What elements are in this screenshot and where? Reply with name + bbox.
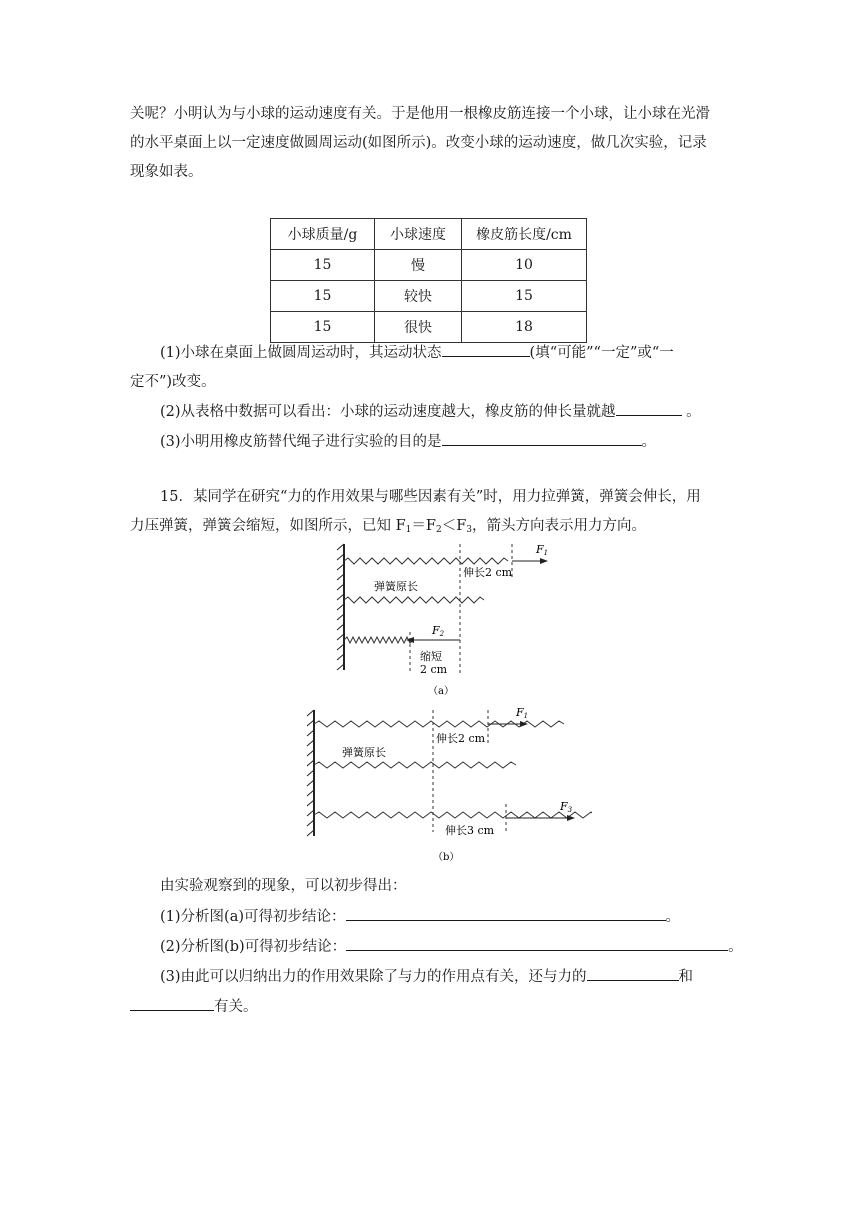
stretch-label-top: 伸长2 cm bbox=[436, 732, 486, 745]
table-cell: 慢 bbox=[375, 250, 462, 281]
compress-amount-label: 2 cm bbox=[420, 663, 448, 676]
conclusions-intro: 由实验观察到的现象，可以初步得出： bbox=[160, 878, 407, 894]
table-cell: 15 bbox=[271, 281, 375, 312]
table-header-row bbox=[271, 219, 587, 250]
conclusion-3: (3)由此可以归纳出力的作用效果除了与力的作用点有关，还与力的 和 bbox=[160, 966, 693, 987]
original-length-label: 弹簧原长 bbox=[342, 746, 386, 759]
spring-compressed bbox=[344, 637, 413, 643]
arrowhead-icon bbox=[540, 558, 548, 564]
figure-b bbox=[302, 700, 592, 868]
q14-part-2: (2)从表格中数据可以看出：小球的运动速度越大，橡皮筋的伸长量就越 。 bbox=[160, 401, 701, 422]
table-cell: 15 bbox=[462, 281, 587, 312]
force-label-f2: F2 bbox=[432, 624, 445, 638]
q14-part-1-cont: 定不”)改变。 bbox=[130, 374, 216, 390]
stretch-label-bottom: 伸长3 cm bbox=[445, 824, 495, 837]
force-label-f1: F1 bbox=[536, 543, 549, 557]
answer-blank[interactable] bbox=[616, 401, 682, 416]
figure-a bbox=[330, 536, 570, 701]
compress-label: 缩短 bbox=[420, 650, 442, 663]
answer-blank[interactable] bbox=[346, 906, 666, 921]
answer-blank[interactable] bbox=[130, 996, 214, 1011]
q15-line-2: 力压弹簧，弹簧会缩短，如图所示，已知 $F_1=F_2<F_3$，箭头方向表示用力方向。 bbox=[130, 518, 646, 535]
answer-blank[interactable] bbox=[442, 431, 642, 446]
table-cell: 15 bbox=[271, 312, 375, 343]
q14-part-3: (3)小明用橡皮筋替代绳子进行实验的目的是 。 bbox=[160, 431, 656, 452]
arrowhead-icon bbox=[520, 721, 528, 727]
intro-line-3: 现象如表。 bbox=[130, 164, 203, 180]
answer-blank[interactable] bbox=[346, 936, 728, 951]
table-row bbox=[271, 281, 587, 312]
table-cell: 较快 bbox=[375, 281, 462, 312]
spring-original bbox=[314, 762, 516, 768]
table-cell: 10 bbox=[462, 250, 587, 281]
q15-line-1: 15．某同学在研究“力的作用效果与哪些因素有关”时，用力拉弹簧，弹簧会伸长，用 bbox=[160, 489, 701, 505]
wall-hatching bbox=[307, 710, 314, 836]
spring-original bbox=[344, 597, 484, 603]
conclusion-3-cont: 有关。 bbox=[130, 996, 258, 1017]
force-label-f1: F1 bbox=[516, 706, 529, 720]
experiment-table bbox=[270, 218, 587, 343]
answer-blank[interactable] bbox=[442, 342, 530, 357]
arrowhead-icon bbox=[567, 815, 575, 821]
spring-stretched-3cm bbox=[314, 812, 592, 818]
force-label-f3: F3 bbox=[560, 800, 573, 814]
table-row bbox=[271, 250, 587, 281]
table-cell: 15 bbox=[271, 250, 375, 281]
figure-b-caption: （b） bbox=[433, 852, 460, 863]
table-header: 小球速度 bbox=[375, 219, 462, 250]
table-cell: 18 bbox=[462, 312, 587, 343]
wall-hatching bbox=[337, 544, 344, 670]
answer-blank[interactable] bbox=[587, 966, 679, 981]
conclusion-1: (1)分析图(a)可得初步结论： 。 bbox=[160, 906, 680, 927]
intro-line-1: 关呢？小明认为与小球的运动速度有关。于是他用一根橡皮筋连接一个小球，让小球在光滑 bbox=[130, 106, 710, 122]
table-row bbox=[271, 312, 587, 343]
intro-line-2: 的水平桌面上以一定速度做圆周运动(如图所示)。改变小球的运动速度，做几次实验，记录 bbox=[130, 135, 707, 151]
stretch-label: 伸长2 cm bbox=[463, 566, 513, 579]
table-header: 小球质量/g bbox=[271, 219, 375, 250]
table-cell: 很快 bbox=[375, 312, 462, 343]
table-header: 橡皮筋长度/cm bbox=[462, 219, 587, 250]
conclusion-2: (2)分析图(b)可得初步结论： 。 bbox=[160, 936, 743, 957]
q14-part-1: (1)小球在桌面上做圆周运动时，其运动状态 (填“可能”“一定”或“一 bbox=[160, 342, 674, 363]
original-length-label: 弹簧原长 bbox=[374, 580, 418, 593]
spring-stretched bbox=[344, 558, 508, 564]
figure-a-caption: （a） bbox=[428, 686, 454, 697]
